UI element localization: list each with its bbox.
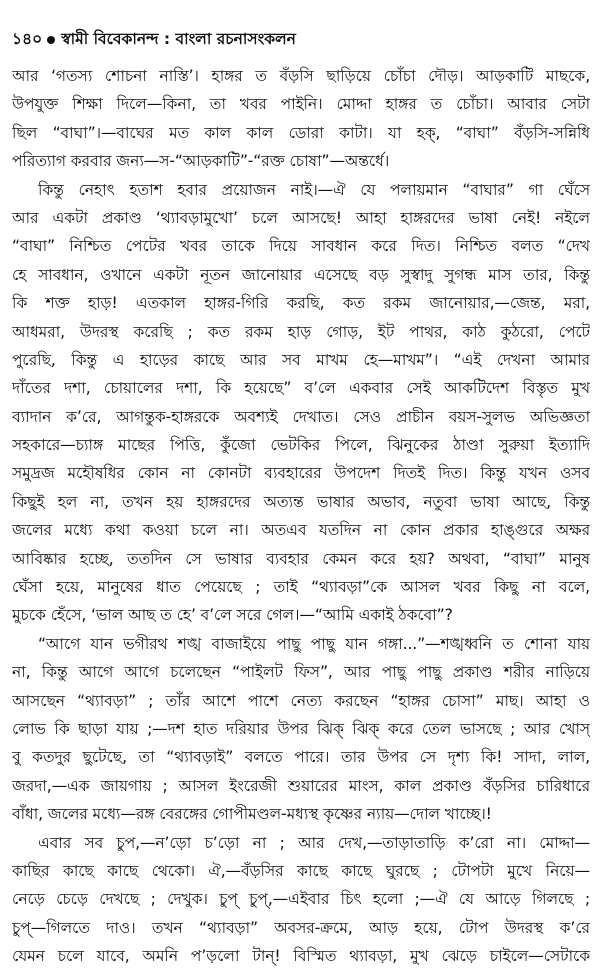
bullet-icon	[47, 36, 55, 44]
text-line: যেমন চলে যাবে, অমনি প’ড়লো টান্‌! বিস্মিত থ্যাবড়া, মুখ ঝেড়ে চাইলে—সেটাকে	[12, 947, 590, 966]
text-line: সমুদ্রজ মহৌষধির কোন না কোনটা ব্যবহারের উপদেশ দিতই দিত। কিন্তু যখন ওসব	[12, 464, 590, 483]
text-line: কিছুই হল না, তখন হয় হাঙ্গরদের অত্যন্ত ভাষার অভাব, নতুবা ভাষা আছে, কিন্তু	[12, 492, 590, 511]
text-line: বু কতদুর ছুটেছে, তা “থ্যাবড়াই” বলতে পারে। তার উপর সে দৃশ্য কি! সাদা, লাল,	[12, 748, 590, 767]
text-line: ব্যাদান ক’রে, আগন্তুক-হাঙ্গরকে অবশ্যই দেখাত। সেও প্রাচীন বয়স-সুলভ অভিজ্ঞতা	[12, 407, 590, 426]
text-line: আধমরা, উদরস্থ করেছি ; কত রকম হাড় গোড়, ইট পাথর, কাঠ কুঠরো, পেটে	[12, 322, 590, 341]
text-line: “আগে যান ভগীরথ শঙ্খ বাজাইয়ে পাছু পাছু যান গঙ্গা...”—শঙ্খধ্বনি ত শোনা যায়	[38, 634, 590, 653]
paragraph	[12, 176, 590, 630]
text-line: কাছির কাছে কাছে থেকো। ঐ,—বঁড়সির কাছে কাছে ঘুরছে ; টোপটা মুখে নিয়ে—	[12, 861, 590, 880]
text-line: ঘেঁসা হয়ে, মানুষের ধাত পেয়েছে ; তাই “থ্যাবড়া”কে আসল খবর কিছু না বলে,	[12, 578, 590, 597]
text-line: “বাঘা” নিশ্চিত পেটের খবর তাকে দিয়ে সাবধান করে দিত। নিশ্চিত বলত “দেখ	[12, 237, 590, 256]
text-line: হে সাবধান, ওখানে একটা নূতন জানোয়ার এসেছে বড় সুস্বাদু সুগন্ধ মাস তার, কিন্তু	[12, 265, 590, 284]
text-line: দাঁতের দশা, চোয়ালের দশা, কি হয়েছে” ব’লে একবার সেই আকটিদেশ বিস্তৃত মুখ	[12, 379, 590, 398]
text-line: জরদা,—এক জায়গায় ; আসল ইংরেজী শুয়ারের মাংস, কাল প্রকাণ্ড বঁড়সির চারিধারে	[12, 776, 590, 795]
book-page	[12, 26, 590, 971]
text-line: কি শক্ত হাড়! এতকাল হাঙ্গর-গিরি করছি, কত রকম জানোয়ার,—জেন্ত, মরা,	[12, 294, 590, 313]
running-title: স্বামী বিবেকানন্দ : বাংলা রচনাসংকলন	[61, 30, 296, 48]
text-line: চুপ্‌—গিলতে দাও। তখন “থ্যাবড়া” অবসর-ক্রমে, আড় হয়ে, টোপ উদরস্থ ক’রে	[12, 918, 590, 937]
paragraph	[12, 829, 590, 971]
text-line: নেড়ে চেড়ে দেখছে ; দেখুক। চুপ্‌ চুপ্‌,—এইবার চিৎ হলো ;—ঐ যে আড়ে গিলছে ;	[12, 890, 590, 909]
text-line: আর ‘গতস্য শোচনা নাস্তি’। হাঙ্গর ত বঁড়সি ছাড়িয়ে চোঁচা দৌড়। আড়কাটি মাছকে,	[12, 67, 590, 85]
paragraph	[12, 62, 590, 176]
running-head	[12, 26, 590, 54]
text-line: এবার সব চুপ,—ন’ড়ো চ’ড়ো না ; আর দেখ,—তাড়াতাড়ি ক’রো না। মোদ্দা—	[38, 833, 590, 852]
text-line: উপযুক্ত শিক্ষা দিলে—কিনা, তা খবর পাইনি। মোদ্দা হাঙ্গর ত চোঁচা। আবার সেটা	[12, 95, 590, 114]
text-line: আসছেন “থ্যাবড়া” ; তাঁর আশে পাশে নেত্য করছেন “হাঙ্গর চোসা” মাছ। আহা ও	[12, 691, 590, 710]
text-line: সহকারে—চ্যাঙ্গ মাছের পিত্তি, কুঁজো ভেটকির পিলে, ঝিনুকের ঠাণ্ডা সুরুয়া ইত্যাদি	[12, 436, 590, 455]
text-line: ছিল “বাঘা”।—বাঘের মত কাল কাল ডোরা কাটা। যা হক্‌, “বাঘা” বঁড়সি-সন্নিধি	[12, 123, 590, 142]
page-number: ১৪০	[12, 30, 43, 48]
text-line: জলের মধ্যে কথা কওয়া চলে না। অতএব যতদিন না কোন প্রকার হাঙ্গুরে অক্ষর	[12, 521, 590, 540]
paragraph	[12, 630, 590, 829]
text-line: না, কিন্তু আগে আগে চলেছেন “পাইলট ফিস”, আর পাছু পাছু প্রকাণ্ড শরীর নাড়িয়ে	[12, 663, 590, 682]
text-line: আবিষ্কার হচ্ছে, ততদিন সে ভাষার ব্যবহার কেমন করে হয়? অথবা, “বাঘা” মানুষ	[12, 549, 590, 568]
text-line: পরিত্যাগ করবার জন্য—স-“আড়কাটি”-“রক্ত চোষা”—অন্তর্ধে।	[12, 152, 390, 171]
text-line: মুচকে হেঁসে, ‘ভাল আছ ত হে’ ব’লে সরে গেল।—“আমি একাই ঠকবো”?	[12, 606, 453, 625]
body-text	[12, 62, 590, 971]
text-line: পুরেছি, কিন্তু এ হাড়ের কাছে আর সব মাখম হে—মাখম”। “এই দেখনা আমার	[12, 350, 590, 369]
text-line: কিন্তু নেহাৎ হতাশ হবার প্রয়োজন নাই।—ঐ যে পলায়মান “বাঘার” গা ঘেঁসে	[38, 180, 590, 199]
text-line: লোভ কি ছাড়া যায় ;—দশ হাত দরিয়ার উপর ঝিক্‌ ঝিক্‌ করে তেল ভাসছে ; আর খোস্‌	[12, 719, 590, 738]
text-line: আর একটা প্রকাণ্ড ‘থ্যাবড়ামুখো’ চলে আসছে! আহা হাঙ্গরদের ভাষা নেই! নইলে	[12, 208, 590, 227]
text-line: বাঁধা, জলের মধ্যে—রঙ্গ বেরঙ্গের গোপীমণ্ডল-মধ্যস্থ কৃষ্ণের ন্যায়—দোল খাচ্ছে।!	[12, 805, 492, 824]
